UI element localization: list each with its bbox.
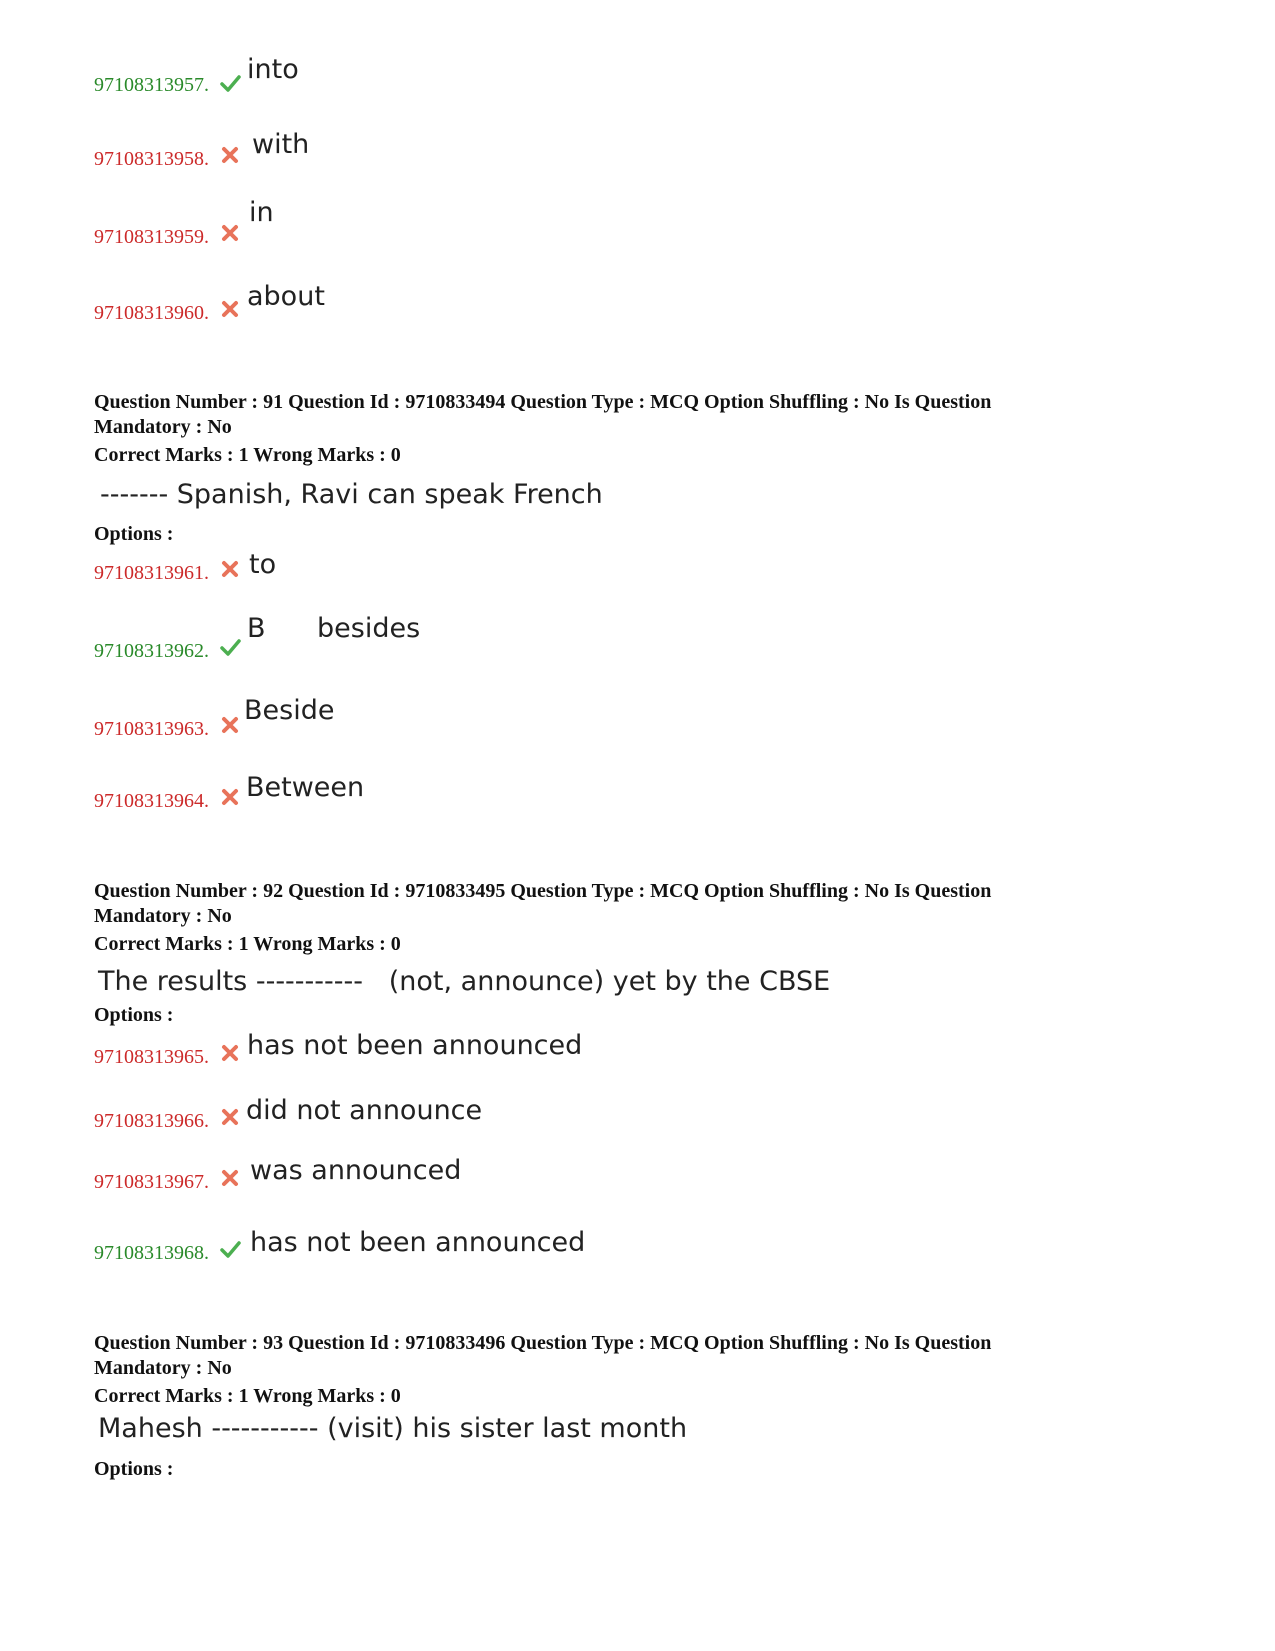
option-text: into (247, 54, 299, 85)
option-text: was announced (250, 1155, 462, 1186)
option-text: about (247, 281, 325, 312)
question-marks: Correct Marks : 1 Wrong Marks : 0 (94, 1385, 401, 1407)
question-header-line2: Mandatory : No (94, 905, 232, 927)
option-id: 97108313960. (94, 302, 209, 324)
option-id: 97108313967. (94, 1171, 209, 1193)
option-id: 97108313959. (94, 226, 209, 248)
question-text: ------- Spanish, Ravi can speak French (100, 479, 603, 510)
option-text: did not announce (246, 1095, 483, 1126)
cross-icon (219, 558, 241, 580)
option-text: Beside (244, 695, 335, 726)
cross-icon (219, 144, 241, 166)
option-text: B besides (247, 613, 421, 644)
question-header (94, 879, 1194, 929)
option-id: 97108313963. (94, 718, 209, 740)
option-id: 97108313965. (94, 1046, 209, 1068)
question-text: The results ----------- (not, announce) yet by the CBSE (98, 966, 831, 997)
option-id: 97108313966. (94, 1110, 209, 1132)
cross-icon (219, 1106, 241, 1128)
option-text: in (249, 197, 274, 228)
question-text: Mahesh ----------- (visit) his sister last month (98, 1413, 688, 1444)
question-header-line1: Question Number : 91 Question Id : 9710833494 Question Type : MCQ Option Shuffling : No Is Question (94, 391, 992, 413)
option-id: 97108313962. (94, 640, 209, 662)
question-header-line2: Mandatory : No (94, 416, 232, 438)
question-header (94, 390, 1194, 440)
options-label: Options : (94, 523, 174, 545)
question-marks: Correct Marks : 1 Wrong Marks : 0 (94, 444, 401, 466)
check-icon (219, 1238, 241, 1260)
cross-icon (219, 222, 241, 244)
cross-icon (219, 298, 241, 320)
question-header-line1: Question Number : 93 Question Id : 9710833496 Question Type : MCQ Option Shuffling : No Is Question (94, 1332, 992, 1354)
option-text: to (249, 549, 277, 580)
question-header (94, 1331, 1194, 1381)
cross-icon (219, 714, 241, 736)
options-label: Options : (94, 1458, 174, 1480)
check-icon (219, 72, 241, 94)
option-id: 97108313957. (94, 74, 209, 96)
option-id: 97108313958. (94, 148, 209, 170)
cross-icon (219, 1167, 241, 1189)
check-icon (219, 636, 241, 658)
option-id: 97108313968. (94, 1242, 209, 1264)
option-id: 97108313961. (94, 562, 209, 584)
options-label: Options : (94, 1004, 174, 1026)
question-header-line1: Question Number : 92 Question Id : 9710833495 Question Type : MCQ Option Shuffling : No Is Question (94, 880, 992, 902)
option-id: 97108313964. (94, 790, 209, 812)
cross-icon (219, 1042, 241, 1064)
option-text: has not been announced (247, 1030, 583, 1061)
option-text: has not been announced (250, 1227, 586, 1258)
cross-icon (219, 786, 241, 808)
option-text: with (252, 129, 310, 160)
question-header-line2: Mandatory : No (94, 1357, 232, 1379)
option-text: Between (246, 772, 365, 803)
question-marks: Correct Marks : 1 Wrong Marks : 0 (94, 933, 401, 955)
